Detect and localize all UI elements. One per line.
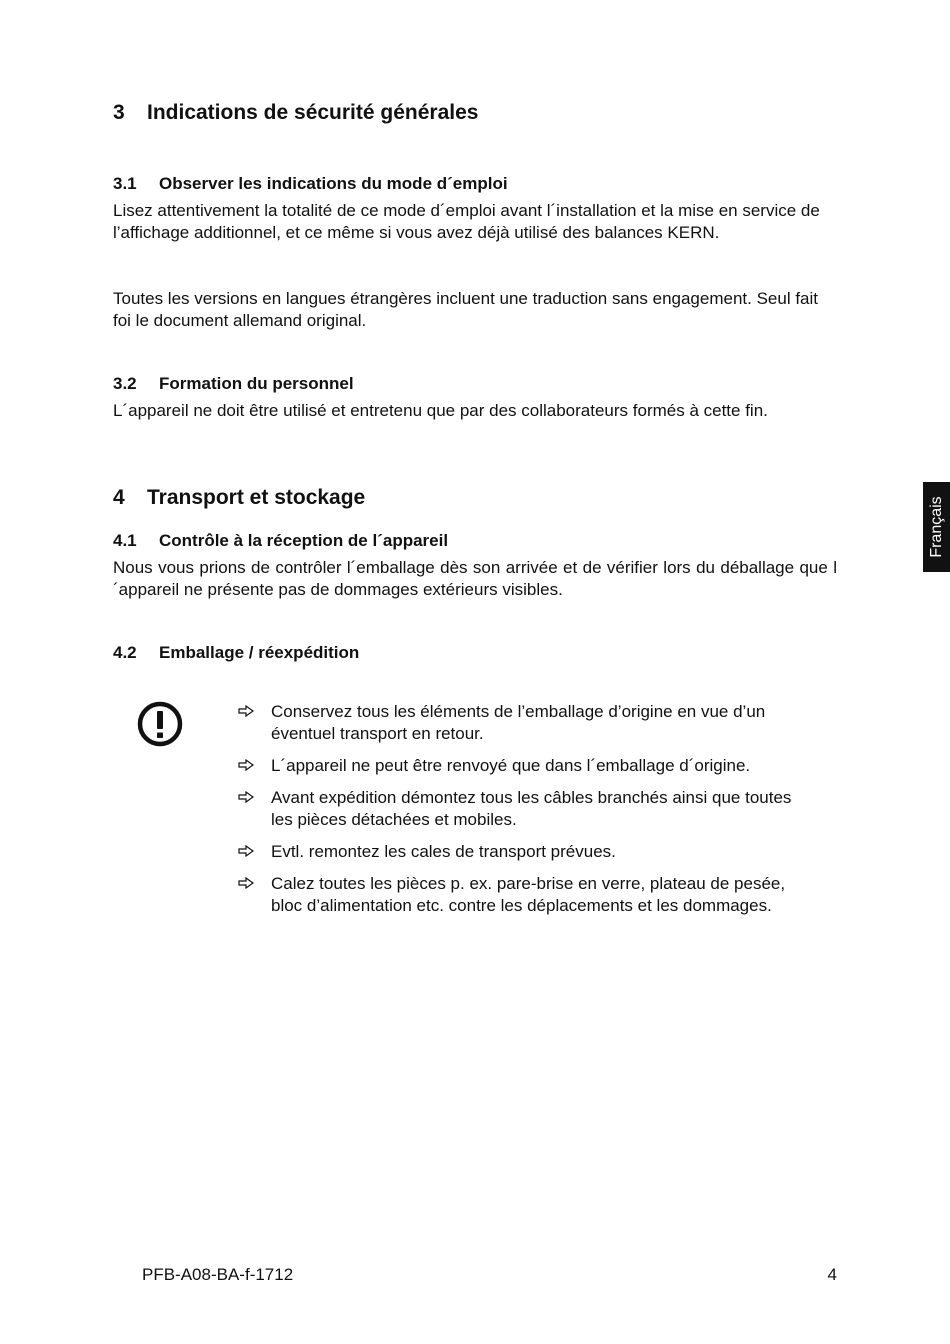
section-4-title: Transport et stockage xyxy=(147,486,366,509)
section-4-heading xyxy=(113,486,365,510)
section-3-1-title: Observer les indications du mode d´emploi xyxy=(159,174,508,193)
section-4-number: 4 xyxy=(113,486,125,509)
language-tab xyxy=(923,482,950,572)
section-3-heading xyxy=(113,101,478,125)
section-3-2-number: 3.2 xyxy=(113,374,137,393)
section-4-2-title: Emballage / réexpédition xyxy=(159,643,360,662)
list-item xyxy=(238,873,798,917)
section-4-1-paragraph: Nous vous prions de contrôler l´emballage dès son arrivée et de vérifier lors du déballage que l´appareil ne présente pas de dommages extérieurs visibles. xyxy=(113,558,837,599)
list-item-text: Calez toutes les pièces p. ex. pare-brise en verre, plateau de pesée, bloc d’alimentation etc. contre les déplacements et les dommages. xyxy=(271,874,786,915)
section-3-number: 3 xyxy=(113,101,125,124)
list-item-text: Avant expédition démontez tous les câbles branchés ainsi que toutes les pièces détachées et mobiles. xyxy=(271,788,792,829)
arrow-right-icon xyxy=(238,759,254,771)
packaging-instructions-list xyxy=(238,701,798,927)
list-item xyxy=(238,787,798,831)
section-3-2-title: Formation du personnel xyxy=(159,374,354,393)
arrow-right-icon xyxy=(238,705,254,717)
section-4-2-heading xyxy=(113,643,359,663)
list-item-text: Evtl. remontez les cales de transport prévues. xyxy=(271,842,616,861)
list-item-text: Conservez tous les éléments de l’emballage d’origine en vue d’un éventuel transport en retour. xyxy=(271,702,766,743)
footer-page-number: 4 xyxy=(827,1265,837,1284)
list-item xyxy=(238,755,798,777)
section-3-title: Indications de sécurité générales xyxy=(147,101,479,124)
section-3-1-paragraph-2: Toutes les versions en langues étrangères incluent une traduction sans engagement. Seul fait foi le document allemand original. xyxy=(113,289,819,330)
section-4-1-heading xyxy=(113,531,448,551)
list-item xyxy=(238,701,798,745)
section-4-1-title: Contrôle à la réception de l´appareil xyxy=(159,531,449,550)
arrow-right-icon xyxy=(238,791,254,803)
language-tab-label: Français xyxy=(927,496,945,558)
warning-exclamation-icon xyxy=(136,700,184,748)
section-3-1-paragraph-1: Lisez attentivement la totalité de ce mode d´emploi avant l´installation et la mise en service de l’affichage additionnel, et ce même si vous avez déjà utilisé des balances KERN. xyxy=(113,201,820,242)
section-3-1-number: 3.1 xyxy=(113,174,137,193)
footer-document-code: PFB-A08-BA-f-1712 xyxy=(142,1265,294,1284)
section-4-2-number: 4.2 xyxy=(113,643,137,662)
list-item xyxy=(238,841,798,863)
list-item-text: L´appareil ne peut être renvoyé que dans l´emballage d´origine. xyxy=(271,756,751,775)
section-3-1-heading xyxy=(113,174,508,194)
section-3-2-heading xyxy=(113,374,354,394)
section-3-2-paragraph: L´appareil ne doit être utilisé et entretenu que par des collaborateurs formés à cette fin. xyxy=(113,401,768,420)
section-4-1-number: 4.1 xyxy=(113,531,137,550)
arrow-right-icon xyxy=(238,877,254,889)
arrow-right-icon xyxy=(238,845,254,857)
